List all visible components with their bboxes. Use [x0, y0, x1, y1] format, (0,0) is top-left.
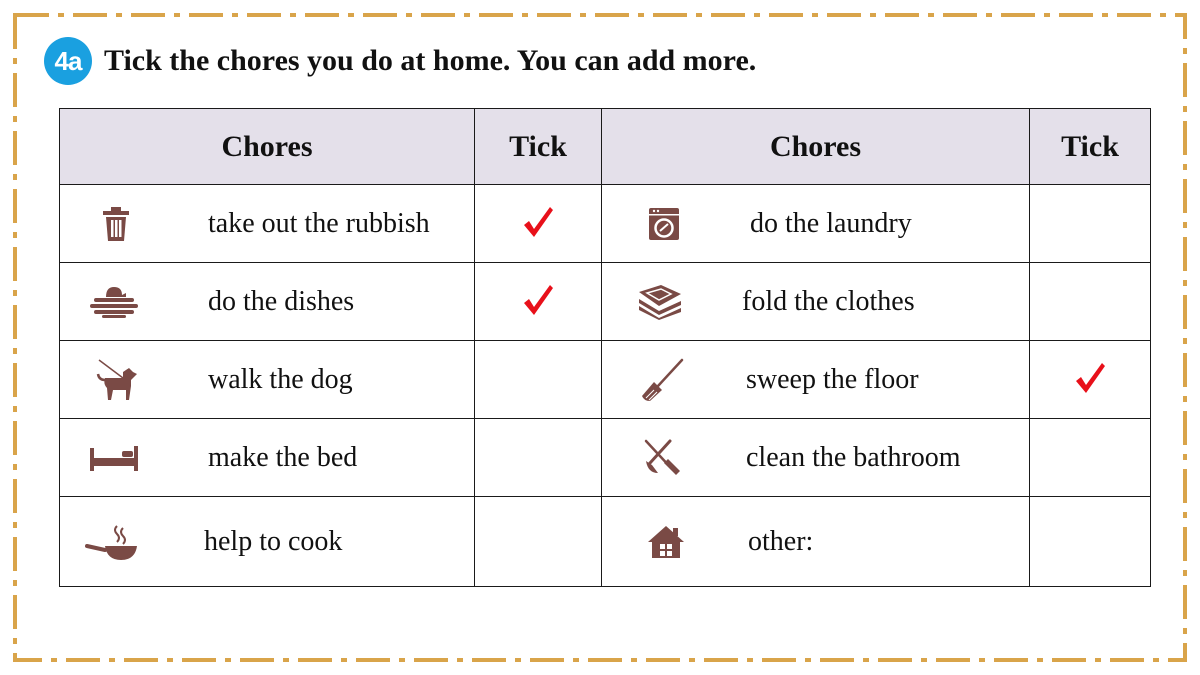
toilet-brush-icon: [632, 433, 692, 483]
header-tick-left: Tick: [475, 109, 602, 185]
table-row: [60, 185, 1151, 263]
chore-label: clean the bathroom: [746, 441, 961, 473]
exercise-badge: 4a: [44, 37, 92, 85]
header-chores-left: Chores: [60, 109, 475, 185]
tick-cell[interactable]: [1030, 185, 1151, 263]
chore-cell: [60, 341, 475, 419]
tick-cell[interactable]: [475, 497, 602, 587]
chore-label: walk the dog: [208, 363, 353, 395]
chore-label: take out the rubbish: [208, 207, 430, 239]
tick-cell[interactable]: [1030, 263, 1151, 341]
chore-cell: [60, 497, 475, 587]
table-row: [60, 419, 1151, 497]
trash-can-icon: [86, 199, 146, 249]
chore-cell: [602, 263, 1030, 341]
chore-cell: [60, 419, 475, 497]
chore-label: do the laundry: [750, 207, 912, 239]
tick-cell[interactable]: [1030, 341, 1151, 419]
folded-clothes-icon: [630, 277, 690, 327]
tick-cell[interactable]: [475, 341, 602, 419]
chore-label: do the dishes: [208, 285, 355, 317]
tick-cell[interactable]: [475, 419, 602, 497]
chore-cell: [60, 263, 475, 341]
tick-mark-icon: [522, 205, 554, 244]
table-row: [60, 497, 1151, 587]
bed-icon: [84, 433, 144, 483]
chore-cell: [602, 497, 1030, 587]
tick-cell[interactable]: [1030, 419, 1151, 497]
dishes-icon: [84, 277, 144, 327]
tick-cell[interactable]: [475, 185, 602, 263]
tick-mark-icon: [1074, 361, 1106, 400]
chore-cell: [602, 185, 1030, 263]
chores-table: [59, 108, 1151, 587]
chore-label: other:: [748, 525, 814, 557]
chore-label: fold the clothes: [742, 285, 915, 317]
chore-label: make the bed: [208, 441, 358, 473]
chore-cell: [602, 419, 1030, 497]
dog-on-leash-icon: [86, 355, 146, 405]
table-row: [60, 341, 1151, 419]
header-chores-right: Chores: [602, 109, 1030, 185]
broom-icon: [632, 355, 692, 405]
chore-label: help to cook: [204, 525, 343, 557]
tick-cell[interactable]: [1030, 497, 1151, 587]
chore-cell: [60, 185, 475, 263]
house-icon: [636, 517, 696, 567]
washing-machine-icon: [634, 199, 694, 249]
exercise-heading: [44, 40, 756, 82]
header-row: [60, 109, 1151, 185]
tick-mark-icon: [522, 283, 554, 322]
instruction-text: Tick the chores you do at home. You can add more.: [104, 44, 757, 77]
frying-pan-icon: [82, 517, 142, 567]
chore-cell: [602, 341, 1030, 419]
chore-label: sweep the floor: [746, 363, 919, 395]
table-row: [60, 263, 1151, 341]
header-tick-right: Tick: [1030, 109, 1151, 185]
tick-cell[interactable]: [475, 263, 602, 341]
